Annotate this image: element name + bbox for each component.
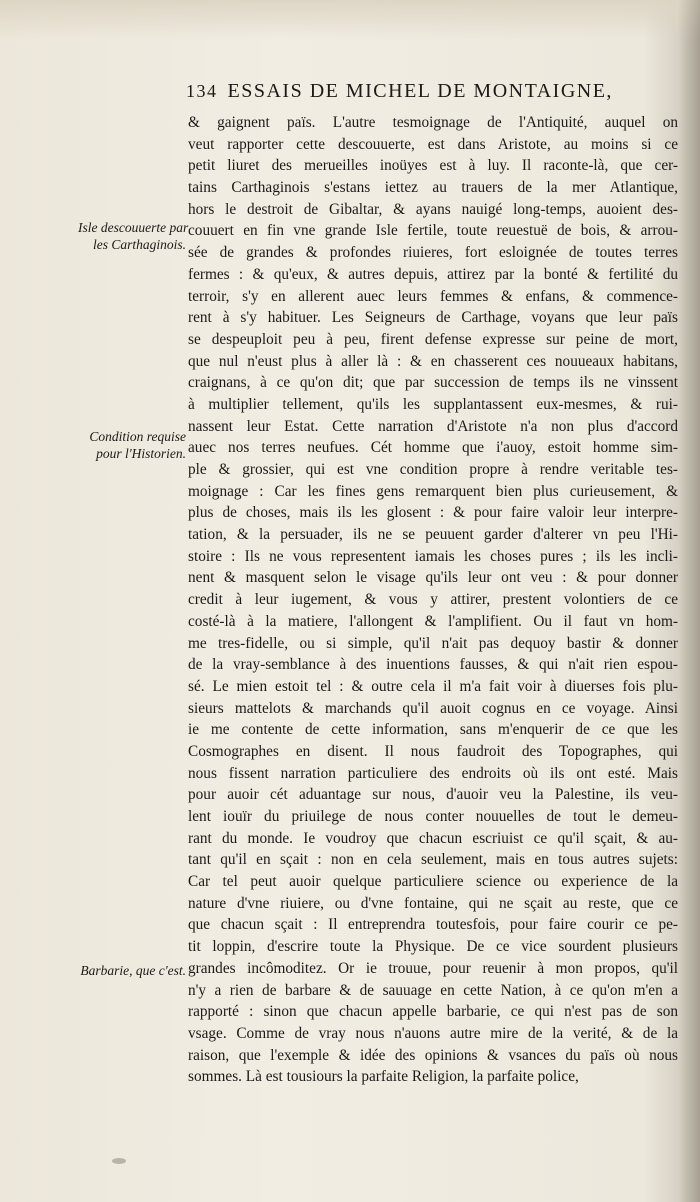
text-line: stoire : Ils ne vous representent iamais les choses pures ; ils les incli-	[188, 547, 678, 565]
text-line: lent iouïr du priuilege de nous conter nouuelles de tout le demeu-	[188, 808, 678, 825]
margin-note-line: les Carthaginois.	[92, 237, 186, 252]
text-line: ple & grossier, qui est vne condition propre à rendre veritable tes-	[188, 461, 678, 478]
running-head	[186, 80, 676, 103]
text-line: nassent leur Estat. Cette narration d'Aristote n'a non plus d'accord	[188, 417, 678, 435]
text-line: que nul n'eust plus à aller là : & en chasserent ces nouueaux habitans,	[188, 352, 678, 370]
text-line: costé-là à la matiere, l'allongent & l'amplifient. Ou il faut vn hom-	[188, 612, 678, 630]
text-line: vsage. Comme de vray nous n'auons autre mire de la verité, & de la	[188, 1024, 678, 1042]
text-line: sé. Le mien estoit tel : & outre cela il m'a fait voir à diuerses fois plu-	[188, 677, 678, 695]
text-line: auec nos terres neufues. Cét homme que i'auoy, estoit homme sim-	[188, 439, 678, 457]
text-line: sieurs mattelots & marchands qu'il auoit cognus en ce voyage. Ainsi	[188, 699, 678, 717]
margin-note-line: pour l'Historien.	[96, 446, 186, 461]
text-line: pour auoir cét aduantage sur nous, d'auoir veu la Palestine, ils veu-	[188, 786, 678, 804]
text-line: me tres-fidelle, ou si simple, qu'il n'ait pas dequoy bastir & donner	[188, 634, 678, 652]
body-text	[188, 112, 678, 1088]
text-line: nous fissent narration particuliere des endroits où ils ont esté. Mais	[188, 764, 678, 782]
text-line: tation, & la persuader, ils ne se peuuent garder d'alterer vn peu l'Hi-	[188, 526, 678, 544]
text-line: que chacun sçait : Il entreprendra toutesfois, pour faire courir ce pe-	[188, 916, 678, 934]
margin-note-condition	[78, 428, 186, 462]
text-line: Car tel peut auoir quelque particuliere science ou experience de la	[188, 873, 678, 891]
margin-note-isle	[78, 219, 189, 253]
text-line: rapporté : sinon que chacun appelle barbarie, ce qui n'est pas de son	[188, 1003, 678, 1021]
text-line: Cosmographes en disent. Il nous faudroit des Topographes, qui	[188, 742, 678, 760]
text-line: terroir, s'y en allerent auec leurs femmes & enfans, & commence-	[188, 287, 678, 305]
gutter-shadow	[678, 0, 700, 1202]
text-line: tant qu'il en sçait : non en cela seulement, mais en tous autres sujets:	[188, 851, 678, 869]
margin-note-barbarie	[78, 962, 186, 979]
margin-note-line: Isle descouuerte par	[78, 220, 189, 235]
text-line: tains Carthaginois s'estans iettez au trauers de la mer Atlantique,	[188, 179, 678, 197]
text-line: ie me contente de cette information, sans m'enquerir de ce que les	[188, 721, 678, 739]
page-number: 134	[186, 81, 218, 101]
margin-note-line: Barbarie, que c'est.	[80, 963, 186, 978]
text-line: tit loppin, d'escrire toute la Physique. De ce vice sourdent plusieurs	[188, 938, 678, 956]
text-line: à multiplier tellement, qu'ils les supplantassent eux-mesmes, & rui-	[188, 395, 678, 413]
text-line: couuert en fin vne grande Isle fertile, toute reuestuë de bois, & arrou-	[188, 222, 678, 240]
text-line: plus de choses, mais ils les glosent : & pour faire valoir leur interpre-	[188, 504, 678, 522]
text-line: credit à leur iugement, & vous y attirer, prestent volontiers de ce	[188, 591, 678, 609]
text-line: & gaignent païs. L'autre tesmoignage de l'Antiquité, auquel on	[188, 114, 678, 131]
page-title: ESSAIS DE MICHEL DE MONTAIGNE,	[227, 80, 613, 102]
text-line: craignans, à ce qu'on dit; que par succession de temps ils ne vinssent	[188, 374, 678, 392]
text-line: nature d'vne riuiere, ou d'vne fontaine, qui ne sçait au reste, que ce	[188, 894, 678, 912]
text-line: sommes. Là est tousiours la parfaite Religion, la parfaite police,	[188, 1068, 579, 1086]
text-line: de la vray-semblance à des inuentions fausses, & qui n'ait rien espou-	[188, 656, 678, 674]
text-line: petit liuret des merueilles inoüyes est à luy. Il raconte-là, que cer-	[188, 157, 678, 175]
text-line: rent à s'y habituer. Les Seigneurs de Carthage, voyans que leur païs	[188, 309, 678, 327]
text-line: rant du monde. Ie voudroy que chacun escriuist ce qu'il sçait, & au-	[188, 829, 678, 847]
text-line: se despeuploit peu à peu, firent defense expresse sur peine de mort,	[188, 330, 678, 348]
text-line: veut rapporter cette descouuerte, est dans Aristote, au moins si ce	[188, 135, 678, 153]
text-line: n'y a rien de barbare & de sauuage en cette Nation, à ce qu'on m'en a	[188, 981, 678, 999]
text-line: sée de grandes & profondes riuieres, fort esloignée de toutes terres	[188, 244, 678, 262]
text-line: fermes : & qu'eux, & autres depuis, attirez par la bonté & fertilité du	[188, 265, 678, 283]
margin-note-line: Condition requise	[89, 429, 186, 444]
text-line: raison, que l'exemple & idée des opinions & vsances du païs où nous	[188, 1046, 678, 1064]
text-line: moignage : Car les fines gens remarquent bien plus curieusement, &	[188, 482, 678, 500]
page-stain	[0, 0, 700, 40]
text-line: nent & masquent selon le visage qu'ils leur ont veu : & pour donner	[188, 569, 678, 587]
text-line: grandes incômoditez. Or ie trouue, pour reuenir à mon propos, qu'il	[188, 959, 678, 977]
text-line: hors le destroit de Gibaltar, & ayans nauigé long-temps, auoient des-	[188, 200, 678, 218]
ink-smudge	[112, 1158, 126, 1164]
